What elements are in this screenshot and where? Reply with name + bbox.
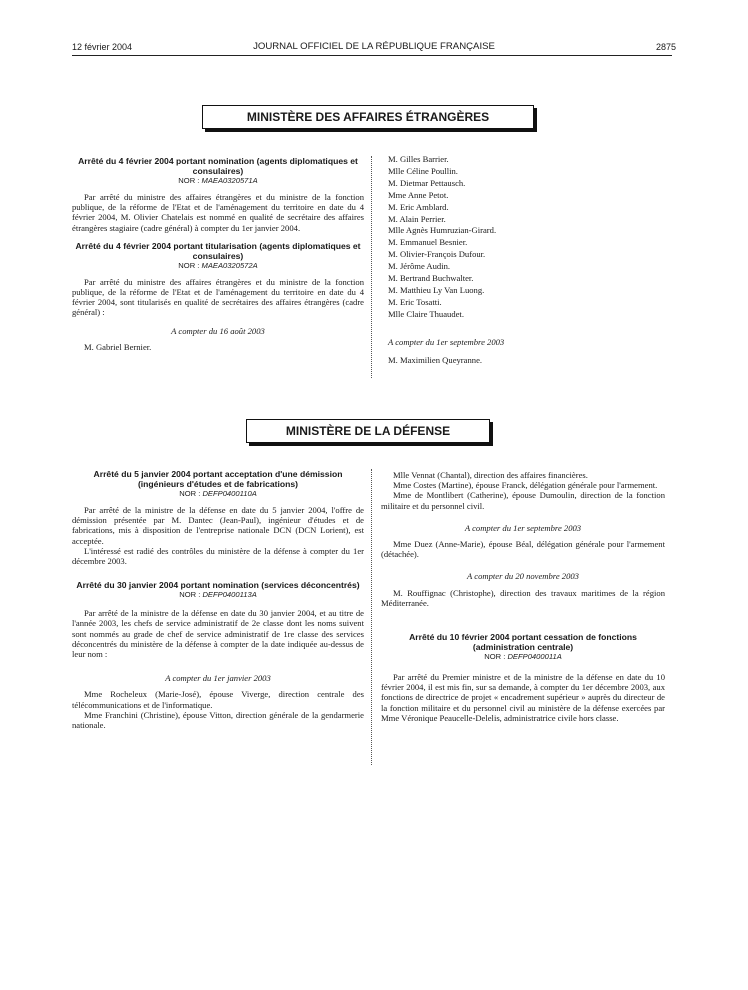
arrete-title: Arrêté du 10 février 2004 portant cessation de fonctions (administration centrale) bbox=[409, 632, 637, 653]
nor-code: DEFP0400011A bbox=[507, 652, 562, 662]
nor-line bbox=[72, 590, 364, 600]
nor-code: DEFP0400113A bbox=[202, 590, 257, 600]
nor-label: NOR : bbox=[179, 590, 201, 600]
nor-label: NOR : bbox=[178, 260, 200, 270]
page-number: 2875 bbox=[655, 42, 676, 52]
appointee-name: M. Gabriel Bernier. bbox=[84, 341, 152, 352]
appointee-name: M. Alain Perrier. bbox=[388, 213, 446, 224]
arrete-title: Arrêté du 4 février 2004 portant titularisation (agents diplomatiques et consulaires) bbox=[75, 240, 361, 261]
ministry-box-affaires-etrangeres bbox=[202, 105, 534, 129]
appointee-name: M. Eric Amblard. bbox=[388, 201, 449, 212]
arrete-body: Par arrêté de la ministre de la défense en date du 30 janvier 2004, et au titre de l'année 2003, les chefs de service administratif de 2e classe dont les noms suivent sont nommés au grade de chef de service administratif de 1re classe des services déconcentrés du ministère de la défense à compter de la date indiquée au-dessus de leur nom : bbox=[72, 608, 364, 660]
appointee-name: M. Eric Tosatti. bbox=[388, 296, 442, 307]
entry: Mlle Vennat (Chantal), direction des affaires financières. bbox=[393, 470, 588, 480]
arrete-title: Arrêté du 5 janvier 2004 portant acceptation d'une démission (ingénieurs d'études et de fabrications) bbox=[93, 469, 343, 489]
nor-line bbox=[72, 489, 364, 499]
arrete-title: Arrêté du 4 février 2004 portant nomination (agents diplomatiques et consulaires) bbox=[78, 156, 358, 176]
entry: Mme Rocheleux (Marie-José), épouse Viverge, direction centrale des télécommunications et de l'informatique. bbox=[72, 689, 364, 710]
appointee-name: M. Maximilien Queyranne. bbox=[388, 354, 483, 365]
entry: Mme Costes (Martine), épouse Franck, délégation générale pour l'armement. bbox=[393, 480, 658, 491]
appointee-name: M. Dietmar Pettausch. bbox=[388, 177, 466, 188]
nor-line bbox=[381, 652, 665, 662]
appointee-name: Mlle Claire Thuaudet. bbox=[388, 308, 464, 319]
entry: Mme Duez (Anne-Marie), épouse Béal, délégation générale pour l'armement (détachée). bbox=[381, 539, 665, 560]
arrete-body: Par arrêté de la ministre de la défense en date du 5 janvier 2004, l'offre de démission présentée par M. Dantec (Jean-Paul), ingénieur d'études et de fabrications, mis à disposition de l'entreprise nationale DCN (DCN Lorient), est acceptée. bbox=[72, 505, 364, 546]
ministry-box-defense bbox=[246, 419, 490, 443]
journal-title: JOURNAL OFFICIEL DE LA RÉPUBLIQUE FRANÇAISE bbox=[253, 41, 495, 52]
effective-date: A compter du 1er septembre 2003 bbox=[388, 336, 505, 347]
nor-label: NOR : bbox=[178, 176, 200, 185]
appointee-name: M. Jérôme Audin. bbox=[388, 261, 451, 272]
appointee-name: M. Olivier-François Dufour. bbox=[388, 249, 486, 260]
effective-date: A compter du 1er janvier 2003 bbox=[165, 673, 271, 684]
nor-label: NOR : bbox=[484, 652, 506, 662]
appointee-name: M. Gilles Barrier. bbox=[388, 154, 449, 164]
ministry-title: MINISTÈRE DE LA DÉFENSE bbox=[285, 424, 451, 438]
appointee-name: M. Matthieu Ly Van Luong. bbox=[388, 284, 485, 295]
nor-line bbox=[72, 261, 364, 271]
defense-right-column bbox=[381, 470, 665, 723]
mae-left-column bbox=[72, 156, 364, 352]
entry: Mme de Montlibert (Catherine), épouse Dumoulin, direction de la fonction militaire et du personnel civil. bbox=[381, 490, 665, 511]
arrete-body: Par arrêté du ministre des affaires étrangères et du ministre de la fonction publique, de la réforme de l'Etat et de l'aménagement du territoire en date du 4 février 2004, M. Olivier Chatelais est nommé en qualité de secrétaire des affaires étrangères stagiaire (cadre général) à compter du 1er janvier 2004. bbox=[72, 192, 364, 233]
arrete-section bbox=[72, 580, 364, 730]
effective-date: A compter du 16 août 2003 bbox=[171, 325, 265, 336]
defense-left-column bbox=[72, 469, 364, 730]
appointee-name: Mlle Agnès Humruzian-Girard. bbox=[388, 225, 497, 236]
nor-code: DEFP0400110A bbox=[202, 489, 257, 498]
nor-code: MAEA0320572A bbox=[201, 260, 258, 270]
nor-label: NOR : bbox=[179, 489, 201, 498]
arrete-section bbox=[72, 241, 364, 352]
nor-line bbox=[72, 176, 364, 186]
issue-date: 12 février 2004 bbox=[72, 42, 133, 52]
arrete-body: Par arrêté du Premier ministre et de la ministre de la défense en date du 10 février 2004, il est mis fin, sur sa demande, à compter du 1er décembre 2003, aux fonctions de directrice de projet « encadrement supérieur » auprès du directeur de la fonction militaire et du personnel civil au ministère de la défense exercées par Mme Véronique Peaucelle-Delelis, administratrice civile hors classe. bbox=[381, 672, 665, 723]
effective-date: A compter du 1er septembre 2003 bbox=[464, 522, 582, 533]
entry: Mme Franchini (Christine), épouse Vitton, direction générale de la gendarmerie nationale. bbox=[72, 709, 364, 731]
appointee-list bbox=[388, 154, 665, 321]
column-separator bbox=[371, 156, 372, 378]
appointee-name: Mme Anne Petot. bbox=[388, 189, 449, 200]
arrete-section bbox=[381, 632, 665, 723]
entry: M. Rouffignac (Christophe), direction des travaux maritimes de la région Méditerranée. bbox=[381, 587, 665, 608]
appointee-name: M. Bertrand Buchwalter. bbox=[388, 273, 474, 284]
column-separator bbox=[371, 469, 372, 765]
arrete-title: Arrêté du 30 janvier 2004 portant nomination (services déconcentrés) bbox=[76, 580, 360, 591]
nor-code: MAEA0320571A bbox=[201, 176, 258, 185]
header-rule bbox=[72, 55, 672, 56]
ministry-title: MINISTÈRE DES AFFAIRES ÉTRANGÈRES bbox=[246, 110, 490, 124]
mae-right-column bbox=[388, 154, 665, 367]
arrete-body: Par arrêté du ministre des affaires étrangères et du ministre de la fonction publique, de la réforme de l'Etat et de l'aménagement du territoire en date du 4 février 2004, sont titularisés en qualité de secrétaires des affaires étrangères (cadre général) : bbox=[72, 276, 364, 318]
appointee-name: Mlle Céline Poullin. bbox=[388, 165, 458, 176]
appointee-name: M. Emmanuel Besnier. bbox=[388, 237, 468, 248]
arrete-body: L'intéressé est radié des contrôles du ministère de la défense à compter du 1er décembre 2003. bbox=[72, 545, 364, 567]
effective-date: A compter du 20 novembre 2003 bbox=[467, 571, 579, 582]
